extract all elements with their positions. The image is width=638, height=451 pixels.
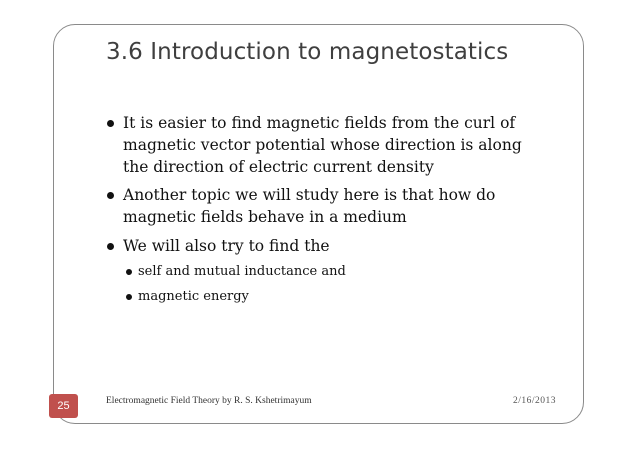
sub-bullet-item [126, 263, 526, 281]
slide-title: 3.6 Introduction to magnetostatics [106, 39, 509, 65]
bullet-icon [107, 120, 114, 127]
bullet-item [107, 235, 547, 257]
sub-bullet-icon [126, 269, 132, 275]
bullet-icon [107, 192, 114, 199]
bullet-item [107, 184, 547, 228]
bullet-icon [107, 243, 114, 250]
footer-text: Electromagnetic Field Theory by R. S. Kshetrimayum [106, 396, 312, 406]
sub-bullet-text: magnetic energy [138, 289, 249, 304]
sub-bullet-text: self and mutual inductance and [138, 264, 346, 279]
bullet-item [107, 112, 547, 178]
sub-bullet-item [126, 288, 526, 306]
bullet-text: Another topic we will study here is that how do magnetic fields behave in a medium [123, 186, 496, 226]
page-number-badge: 25 [49, 394, 78, 418]
bullet-text: It is easier to find magnetic fields from the curl of magnetic vector potential whose direction is along the direction of electric current density [123, 114, 522, 176]
bullet-text: We will also try to find the [123, 237, 330, 255]
sub-bullet-icon [126, 294, 132, 300]
footer-date: 2/16/2013 [513, 396, 557, 406]
